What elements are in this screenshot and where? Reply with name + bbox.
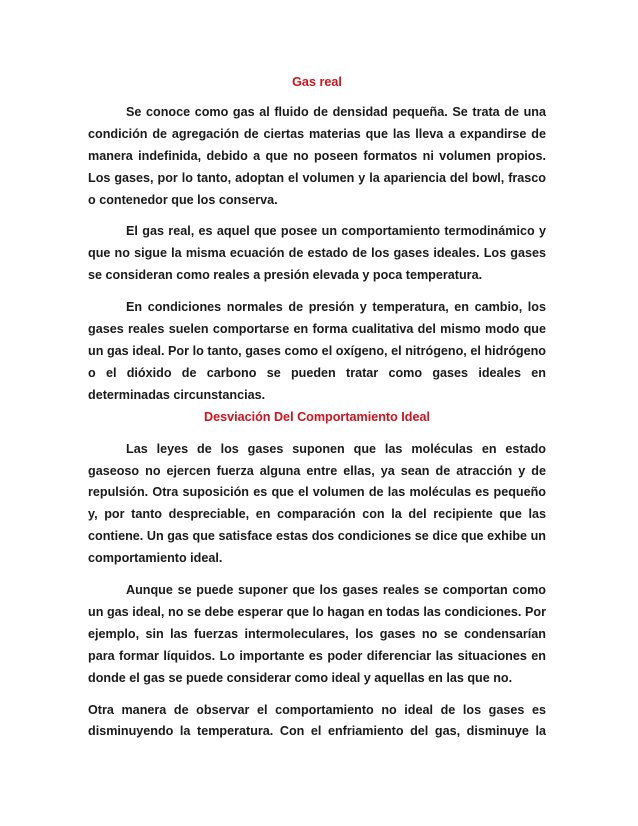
paragraph: Las leyes de los gases suponen que las moléculas en estado gaseoso no ejercen fuerza alguna entre ellas, ya sean de atracción y de repulsión. Otra suposición es que el volumen de las moléculas es pequeño y, por tanto despreciable, en comparación con la del recipiente que las contiene. Un gas que satisface estas dos condiciones se dice que exhibe un comportamiento ideal.: [88, 441, 546, 566]
section-heading: Desviación Del Comportamiento Ideal: [203, 409, 431, 424]
document-body: [88, 72, 546, 743]
paragraph: Otra manera de observar el comportamiento no ideal de los gases es disminuyendo la temperatura. Con el enfriamiento del gas, disminuye la: [88, 702, 546, 739]
paragraph: El gas real, es aquel que posee un comportamiento termodinámico y que no sigue la misma ecuación de estado de los gases ideales. Los gases se consideran como reales a presión elevada y poca temperatura.: [88, 224, 546, 283]
paragraph: En condiciones normales de presión y temperatura, en cambio, los gases reales suelen comportarse en forma cualitativa del mismo modo que un gas ideal. Por lo tanto, gases como el oxígeno, el nitrógeno, el hidrógeno o el dióxido de carbono se pueden tratar como gases ideales en determinadas circunstancias.: [88, 300, 546, 402]
paragraph: Se conoce como gas al fluido de densidad pequeña. Se trata de una condición de agregación de ciertas materias que las lleva a expandirse de manera indefinida, debido a que no poseen formatos ni volumen propios. Los gases, por lo tanto, adoptan el volumen y la apariencia del bowl, frasco o contenedor que los conserva.: [88, 104, 546, 207]
paragraph: Aunque se puede suponer que los gases reales se comportan como un gas ideal, no se debe esperar que lo hagan en todas las condiciones. Por ejemplo, sin las fuerzas intermoleculares, los gases no se condensarían para formar líquidos. Lo importante es poder diferenciar las situaciones en donde el gas se puede considerar como ideal y aquellas en las que no.: [88, 583, 546, 685]
document-title: Gas real: [292, 75, 342, 89]
